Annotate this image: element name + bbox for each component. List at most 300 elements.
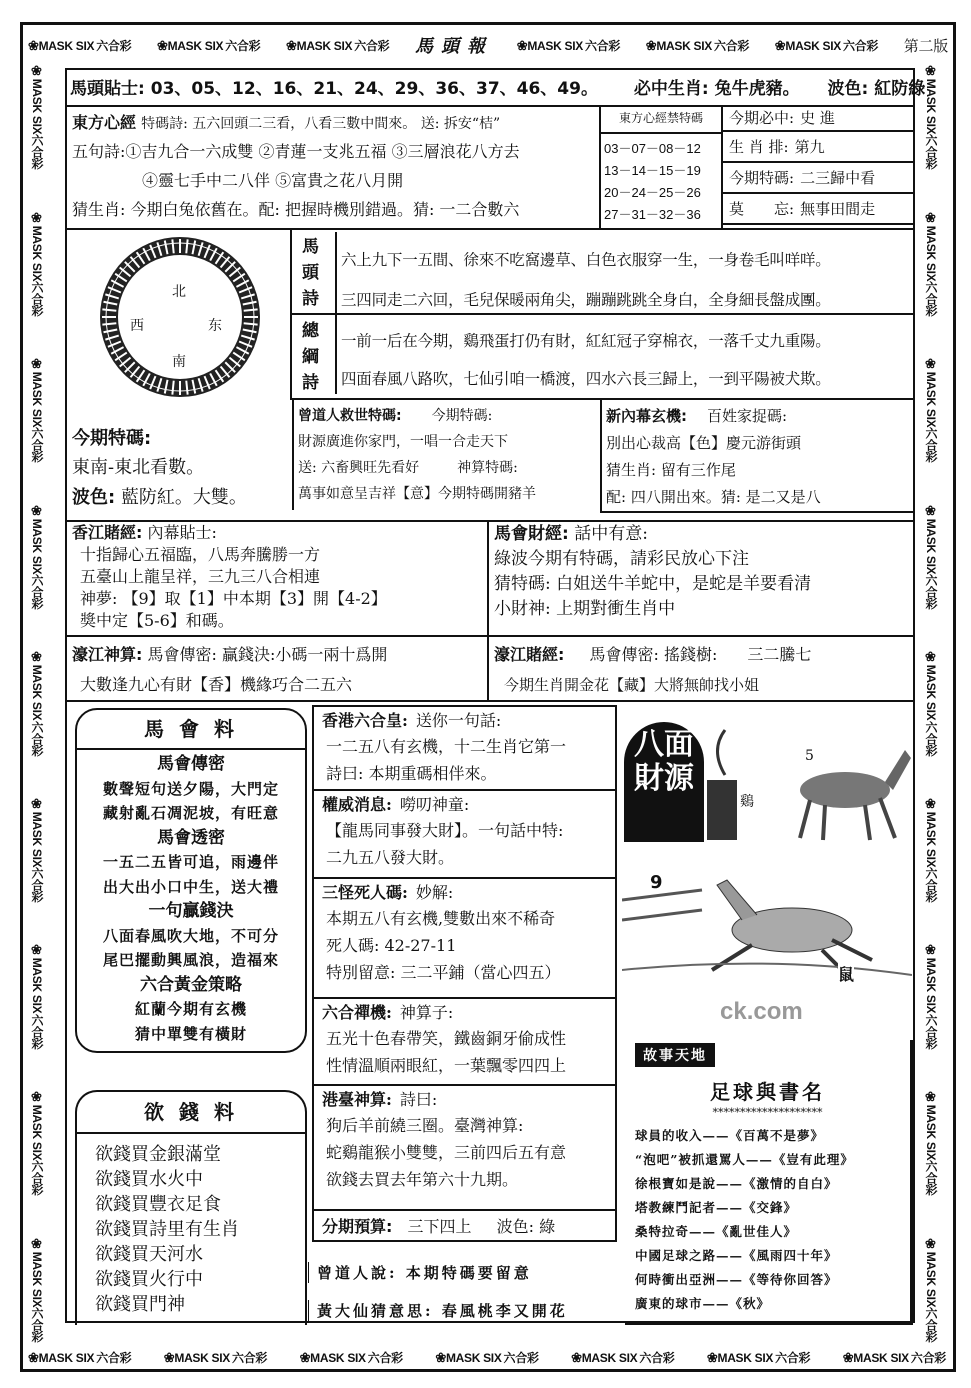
mid-section-line: 本期五八有玄機,雙數出來不稀奇 (326, 909, 556, 928)
budget-title: 分期預算: (322, 1217, 393, 1236)
haojiang-du-sub2: 三二騰七 (747, 645, 812, 664)
banned-row: 27－31－32－36 (604, 207, 701, 222)
zeng-saying: 曾道人說: 本期特碼要留意 (305, 1262, 532, 1283)
mid-section-line: 蛇鷄龍猴小雙雙，三前四后五有意 (326, 1143, 567, 1162)
border-unit (922, 1090, 940, 1195)
flower-icon: ❀ (645, 37, 657, 53)
info-label: 今期特碼: (729, 169, 795, 187)
mid-section-line: 詩曰: 本期重碼相伴來。 (326, 764, 497, 783)
mahui-liao-heading: 馬會傳密 (157, 754, 225, 774)
info-value: 二三歸中看 (800, 169, 876, 187)
mahui-cai-line: 猜特碼: 白姐送牛羊蛇中，是蛇是羊要看清 (494, 574, 812, 594)
mahui-cai-title: 馬會財經: (494, 524, 569, 544)
story-divider: ******************** (712, 1106, 823, 1119)
xiangjiang-line: 十指歸心五福臨，八馬奔騰勝一方 (80, 545, 321, 564)
border-text: MASK SIX (296, 38, 353, 53)
zodiac-label: 必中生肖: (633, 79, 709, 99)
border-text: 六合彩 (354, 38, 390, 53)
haojiang-shen-sub: 馬會傳密: 贏錢決:小碼一兩十爲開 (147, 645, 388, 664)
border-text: 六合彩 (639, 1350, 675, 1365)
compass-south: 南 (172, 354, 186, 370)
border-unit (571, 1349, 676, 1366)
zeng-sub: 神算特碼: (457, 460, 518, 476)
banned-title: 東方心經禁特碼 (601, 105, 721, 134)
border-text: 六合彩 (584, 38, 621, 53)
border-text: 六合彩 (924, 1013, 938, 1049)
zeng-title: 曾道人救世特碼: (298, 408, 402, 424)
info-label: 今期必中: (729, 109, 795, 127)
info-value: 史 進 (800, 109, 835, 127)
border-text: 六合彩 (924, 867, 938, 903)
flower-icon: ❀ (30, 357, 45, 372)
mahui-liao-line: 一五二五皆可追，雨邊伴 (102, 853, 279, 871)
compass-tick (102, 323, 116, 324)
border-unit (922, 650, 940, 755)
poem-line: 三四同走二六回，毛兒保暖兩角尖，蹦蹦跳跳全身白，全身細長盤成團。 (341, 291, 831, 309)
divider (292, 400, 294, 510)
mid-section-sub: 送你一句話: (415, 711, 502, 730)
neimu-line: 配: 四八開出來。猜: 是二又是八 (606, 488, 821, 506)
flower-icon: ❀ (706, 1349, 718, 1365)
border-text: MASK SIX (717, 1350, 774, 1365)
special-color-label: 波色: (72, 487, 116, 508)
border-text: 六合彩 (30, 1013, 44, 1049)
mid-section-title: 三怪死人碼: (322, 883, 408, 902)
flower-icon: ❀ (435, 1349, 446, 1365)
compass-east: 东 (208, 318, 222, 334)
xiangjiang-title: 香江賭經: (72, 523, 143, 542)
mahui-liao-heading: 馬會透密 (157, 827, 225, 848)
mid-section (312, 999, 617, 1086)
flower-icon: ❀ (571, 1349, 582, 1365)
mid-section-header (322, 709, 607, 733)
border-text: 六合彩 (924, 720, 938, 756)
story-line: 球員的收入——《百萬不是夢》 (635, 1128, 825, 1143)
yuqian-line: 欲錢買金銀滿堂 (95, 1144, 221, 1165)
border-text: 六合彩 (367, 1350, 403, 1365)
compass-tick (102, 309, 116, 310)
neimu-line: 猜生肖: 留有三作尾 (606, 461, 736, 479)
special-color: 藍防紅。大雙。 (120, 487, 247, 508)
poem-line: 四面春風八路吹，七仙引咱一橋渡，四水六長三歸上，一到平陽被犬欺。 (341, 370, 831, 388)
border-unit (300, 1349, 405, 1366)
mid-section-title: 權威消息: (322, 795, 392, 814)
watermark: ck.com (720, 998, 803, 1025)
mahui-liao-heading: 六合黃金策略 (140, 974, 242, 995)
neimu-title: 新內幕玄機: (606, 407, 687, 425)
border-text: 六合彩 (30, 574, 44, 610)
compass-north: 北 (172, 284, 186, 300)
general-poem (341, 322, 831, 398)
border-unit (517, 37, 622, 54)
five-label: 五句詩: (72, 142, 126, 161)
horse-poem-label (302, 234, 319, 312)
special-title: 今期特碼: (72, 428, 152, 449)
mid-section (312, 791, 617, 879)
mid-section-line: 性情溫順兩眼紅，一葉飄零四四上 (326, 1056, 567, 1075)
border-unit (28, 797, 46, 902)
flower-icon: ❀ (163, 1349, 175, 1365)
five-poem-2: ④靈七手中二八伴 ⑤富貴之花八月開 (142, 171, 404, 190)
mid-section-line: 特別留意: 三二平鋪（當心四五） (326, 963, 561, 982)
border-text: MASK SIX (924, 811, 938, 868)
border-text: MASK SIX (30, 664, 44, 721)
xiangjiang-line: 神夢: 【9】取【1】中本期【3】開【4-2】 (80, 589, 387, 608)
border-text: MASK SIX (30, 958, 44, 1014)
haojiang-du-line: 今期生肖開金花【藏】大將無帥找小姐 (504, 676, 760, 694)
flower-icon: ❀ (924, 796, 939, 812)
border-strip-left (28, 64, 46, 1342)
border-text: MASK SIX (30, 225, 44, 281)
special-section (72, 425, 247, 513)
border-text: MASK SIX (174, 1350, 230, 1365)
border-text: 六合彩 (231, 1350, 268, 1365)
border-text: MASK SIX (581, 1350, 638, 1365)
mid-section-sub: 神算子: (399, 1003, 454, 1022)
border-text: 六合彩 (30, 427, 44, 463)
flower-icon: ❀ (30, 650, 45, 665)
border-text: MASK SIX (30, 518, 44, 574)
border-text: MASK SIX (38, 38, 95, 53)
mahui-liao-line: 藏射亂石凋泥坡，有旺意 (102, 804, 279, 822)
border-text: MASK SIX (445, 1350, 502, 1365)
flower-icon: ❀ (30, 796, 45, 812)
border-text: MASK SIX (30, 78, 44, 135)
haojiang-du-section (494, 640, 811, 700)
mid-section (312, 1086, 617, 1211)
divider (65, 635, 915, 637)
border-strip-right (922, 64, 940, 1342)
border-unit (28, 1090, 46, 1195)
mahui-cai-sub: 話中有意: (574, 524, 648, 544)
border-unit (28, 943, 46, 1048)
border-text: MASK SIX (527, 38, 583, 53)
border-text: MASK SIX (924, 958, 938, 1014)
story-title: 足球與書名 (710, 1080, 825, 1104)
border-unit (922, 797, 940, 902)
border-text: 六合彩 (910, 1350, 946, 1365)
poem-line: 一前一后在今期，鷄飛蛋打仍有財，紅紅冠子穿棉衣，一落千丈九重陽。 (341, 332, 831, 350)
wealth-title: 八面財源 (634, 727, 694, 796)
horse-running-illustration (622, 860, 912, 990)
mahui-liao-heading: 一句贏錢決 (148, 901, 234, 921)
yuqian-line: 欲錢買豐衣足食 (95, 1194, 221, 1215)
border-text: MASK SIX (38, 1350, 95, 1365)
border-text: 六合彩 (924, 1306, 938, 1342)
mid-section-line: 五光十色春帶笑，鐵齒銅牙偷成性 (326, 1029, 567, 1048)
flower-icon: ❀ (842, 1349, 854, 1365)
mid-section-header (322, 793, 607, 817)
border-text: 六合彩 (924, 427, 938, 463)
border-unit (28, 37, 133, 54)
flower-icon: ❀ (286, 37, 297, 53)
poem-label-char: 詩 (302, 289, 319, 309)
info-row (723, 163, 915, 194)
flower-icon: ❀ (924, 357, 939, 372)
flower-icon: ❀ (924, 210, 939, 226)
divider (487, 520, 489, 700)
border-text: 六合彩 (96, 38, 132, 53)
yuqian-line: 欲錢買詩里有生肖 (95, 1219, 239, 1240)
border-unit (286, 37, 391, 54)
story-line: 塔教練鬥記者——《交鋒》 (635, 1200, 798, 1215)
story-line: 桑特拉奇——《亂世佳人》 (635, 1224, 798, 1239)
border-text: MASK SIX (924, 518, 938, 574)
flower-icon: ❀ (924, 503, 939, 519)
story-line: “泡吧”被抓還罵人——《豈有此理》 (635, 1152, 854, 1167)
mahui-liao-line: 尾巴擺動興風浪，造福來 (102, 951, 279, 969)
border-unit (707, 1349, 812, 1366)
border-text: 六合彩 (96, 1350, 132, 1365)
flower-icon: ❀ (30, 943, 45, 959)
yuqian-line: 欲錢買門神 (95, 1294, 185, 1315)
edition-label: 第二版 (903, 36, 948, 55)
border-unit (164, 1349, 269, 1366)
five-poem-1: ①吉九合一六成雙 ②青蓮一支兆五福 ③三層浪花八方去 (125, 142, 520, 161)
border-unit (922, 357, 940, 462)
yuqian-title: 欲 錢 料 (77, 1092, 305, 1134)
border-text: MASK SIX (924, 1251, 938, 1307)
border-text: MASK SIX (30, 1104, 44, 1161)
xiangjiang-line: 五臺山上龍呈祥，三九三八合相連 (80, 567, 321, 586)
poem-label-char: 頭 (302, 263, 319, 283)
flower-icon: ❀ (516, 37, 528, 53)
guess-zodiac: 猜生肖: 今期白兔依舊在。配: 把握時機別錯過。猜: 一二合數六 (72, 200, 520, 219)
border-unit (157, 37, 262, 54)
border-text: MASK SIX (30, 371, 44, 428)
zeng-line: 送: 六畜興旺先看好 (298, 460, 420, 476)
border-text: 六合彩 (503, 1350, 539, 1365)
poem-label-char: 馬 (302, 237, 319, 257)
mid-section-header (322, 1088, 607, 1112)
border-unit (28, 504, 46, 609)
mid-section-header (322, 881, 607, 905)
tips-numbers: 03、05、12、16、21、24、29、36、37、46、49。 (150, 79, 598, 99)
border-strip-bottom (28, 1348, 948, 1366)
general-poem-label (302, 318, 319, 396)
budget-color: 綠 (539, 1217, 556, 1236)
poem-label-char: 綱 (302, 347, 319, 367)
compass-tick (244, 323, 258, 324)
border-text: MASK SIX (853, 1350, 909, 1365)
budget-value: 三下四上 (407, 1217, 472, 1236)
mid-section-sub: 妙解: (415, 883, 454, 902)
border-unit (28, 650, 46, 755)
budget-color-label: 波色: (496, 1217, 535, 1236)
info-value: 第九 (794, 138, 825, 156)
flower-icon: ❀ (28, 1349, 39, 1365)
mid-section-line: 狗后羊前繞三圈。臺灣神算: (326, 1116, 524, 1135)
mid-section-title: 港臺神算: (322, 1090, 392, 1109)
masthead-title: 馬頭報 (415, 36, 494, 57)
mid-section-line: 二九五八發大財。 (326, 848, 455, 867)
border-unit (775, 37, 880, 54)
flower-icon: ❀ (30, 64, 45, 79)
special-line: 東南-東北看數。 (72, 457, 205, 478)
poem-line: 六上九下一五間、徐來不吃窩邊草、白色衣服穿一生，一身卷毛叫咩咩。 (341, 251, 831, 269)
border-text: MASK SIX (30, 1251, 44, 1307)
border-unit (28, 1237, 46, 1342)
compass-tick (172, 381, 173, 395)
zodiac-value: 兔牛虎豬。 (714, 79, 800, 99)
xiangjiang-line: 獎中定【5-6】和碼。 (80, 611, 234, 630)
haojiang-du-title: 濠江賭經: (494, 645, 565, 664)
story-line: 徐根寶如是說——《激情的自白》 (635, 1176, 838, 1191)
info-row (723, 132, 915, 163)
divider (335, 232, 337, 394)
mahui-liao-line: 紅蘭今期有玄機 (134, 1000, 247, 1018)
color-label: 波色: (827, 79, 869, 99)
story-line: 何時衝出亞洲——《等待你回答》 (635, 1272, 838, 1287)
border-text: MASK SIX (924, 225, 938, 281)
mid-section-header (322, 1001, 607, 1025)
banned-box (599, 105, 723, 229)
neimu-line: 別出心裁高【色】慶元游街頭 (606, 434, 802, 452)
info-label: 莫 忘: (729, 200, 795, 218)
flower-icon: ❀ (157, 37, 168, 53)
picture-number: 9 (650, 872, 663, 893)
border-text: MASK SIX (924, 371, 938, 428)
haojiang-du-sub: 馬會傳密: 搖錢樹: (589, 645, 718, 664)
yuqian-line: 欲錢買天河水 (95, 1244, 203, 1265)
tips-label: 馬頭貼士: (70, 79, 145, 99)
mid-section-line: 欲錢去買去年第六十九期。 (326, 1170, 519, 1189)
picture-char: 鷄 (740, 794, 754, 810)
story-tag: 故事天地 (635, 1043, 715, 1067)
border-text: MASK SIX (924, 1104, 938, 1161)
mid-section-line: 死人碼: 42-27-11 (326, 936, 457, 955)
mahui-liao-line: 猜中單雙有橫財 (134, 1024, 247, 1043)
mid-section (312, 705, 617, 791)
border-unit (843, 1349, 948, 1366)
neimu-sub: 百姓家捉碼: (707, 407, 788, 425)
flower-icon: ❀ (299, 1349, 311, 1365)
zeng-sub: 今期特碼: (431, 408, 493, 424)
border-text: MASK SIX (656, 38, 712, 53)
border-text: 六合彩 (924, 280, 938, 316)
flower-icon: ❀ (30, 503, 45, 519)
border-unit (28, 64, 46, 169)
border-text: 六合彩 (842, 38, 879, 53)
flower-icon: ❀ (30, 1089, 45, 1105)
mid-section-title: 六合禪機: (322, 1003, 392, 1022)
border-text: MASK SIX (167, 38, 224, 53)
zeng-line: 萬事如意呈吉祥【意】今期特碼開豬羊 (298, 486, 536, 502)
haojiang-shen-line: 大數逢九心有財【香】機緣巧合二五六 (80, 675, 353, 694)
border-unit (922, 1237, 940, 1342)
border-text: 六合彩 (30, 134, 44, 170)
flower-icon: ❀ (924, 1089, 939, 1105)
dongfang-poem: 特碼詩: 五六回頭二三看，八看三數中間來。 送: 拆安“桔” (141, 116, 501, 132)
flower-icon: ❀ (774, 37, 786, 53)
compass-tick (186, 239, 187, 253)
flower-icon: ❀ (924, 64, 939, 79)
border-text: 六合彩 (30, 867, 44, 903)
divider (65, 700, 915, 702)
border-text: 六合彩 (775, 1350, 811, 1365)
budget-section (312, 1210, 617, 1242)
story-line: 中國足球之路——《風雨四十年》 (635, 1248, 838, 1263)
dongfang-title: 東方心經 (72, 113, 137, 132)
border-text: 六合彩 (924, 134, 938, 170)
border-strip-top (28, 34, 948, 56)
mid-section-line: 一二五八有玄機，十二生肖它第一 (326, 737, 567, 756)
poem-label-char: 詩 (302, 373, 319, 393)
info-row (723, 105, 915, 132)
mid-section-line: 【龍馬同事發大財】。一句話中特: (326, 821, 564, 840)
border-unit (435, 1349, 540, 1366)
poem-label-char: 總 (302, 321, 319, 341)
mid-section-title: 香港六合皇: (322, 711, 408, 730)
mid-section (312, 879, 617, 999)
haojiang-shen-title: 濠江神算: (72, 645, 143, 664)
border-text: 六合彩 (30, 280, 44, 316)
horse-poem (341, 240, 831, 320)
border-text: 六合彩 (225, 38, 261, 53)
mahui-cai-section (494, 522, 811, 622)
flower-icon: ❀ (30, 210, 45, 226)
flower-icon: ❀ (30, 1236, 45, 1252)
picture-char: 鼠 (838, 962, 854, 985)
border-unit (922, 504, 940, 609)
mahui-liao-line: 八面春風吹大地，不可分 (102, 926, 279, 945)
info-label: 生 肖 排: (729, 138, 789, 156)
mid-section-sub: 詩曰: (399, 1090, 438, 1109)
compass-tick (172, 239, 173, 253)
border-text: 六合彩 (30, 1160, 44, 1196)
border-text: MASK SIX (924, 78, 938, 135)
border-unit (922, 943, 940, 1048)
mahui-liao-title: 馬 會 料 (77, 710, 305, 750)
story-box (625, 1040, 913, 1325)
xiangjiang-section (72, 522, 387, 632)
compass-west: 西 (130, 318, 144, 334)
mahui-liao-box (75, 708, 307, 1053)
border-text: 六合彩 (30, 1306, 44, 1342)
flower-icon: ❀ (924, 1236, 939, 1252)
picture-number: 5 (805, 748, 814, 764)
border-unit (28, 357, 46, 462)
border-text: 六合彩 (924, 1160, 938, 1196)
banned-row: 20－24－25－26 (604, 185, 701, 200)
border-text: MASK SIX (30, 811, 44, 868)
zeng-section (298, 403, 536, 507)
flower-icon: ❀ (28, 37, 39, 53)
border-text: MASK SIX (310, 1350, 366, 1365)
huang-saying: 黃大仙猜意思: 春風桃李又開花 (305, 1300, 568, 1321)
yuqian-line: 欲錢買火行中 (95, 1269, 203, 1290)
banned-row: 13－14－15－19 (604, 163, 701, 178)
border-unit (646, 37, 751, 54)
zeng-line: 財源廣進你家門，一唱一合走天下 (298, 434, 508, 450)
yuqian-box (75, 1090, 307, 1325)
haojiang-shen-section (72, 640, 387, 700)
mahui-cai-line: 小財神: 上期對衝生肖中 (494, 599, 676, 619)
border-text: 六合彩 (30, 720, 44, 756)
mahui-liao-line: 數聲短句送夕陽，大門定 (102, 779, 279, 798)
border-unit (28, 1349, 133, 1366)
color-value: 紅防綠 (874, 79, 926, 99)
border-text: MASK SIX (924, 664, 938, 721)
info-row (723, 194, 915, 225)
border-unit (28, 211, 46, 316)
banned-row: 03－07－08－12 (604, 141, 701, 156)
flower-icon: ❀ (924, 650, 939, 665)
border-text: 六合彩 (924, 574, 938, 610)
mid-section-sub: 嘮叨神童: (399, 795, 470, 814)
mahui-liao-line: 出大出小口中生，送大禮 (102, 877, 279, 896)
neimu-section (606, 403, 821, 511)
